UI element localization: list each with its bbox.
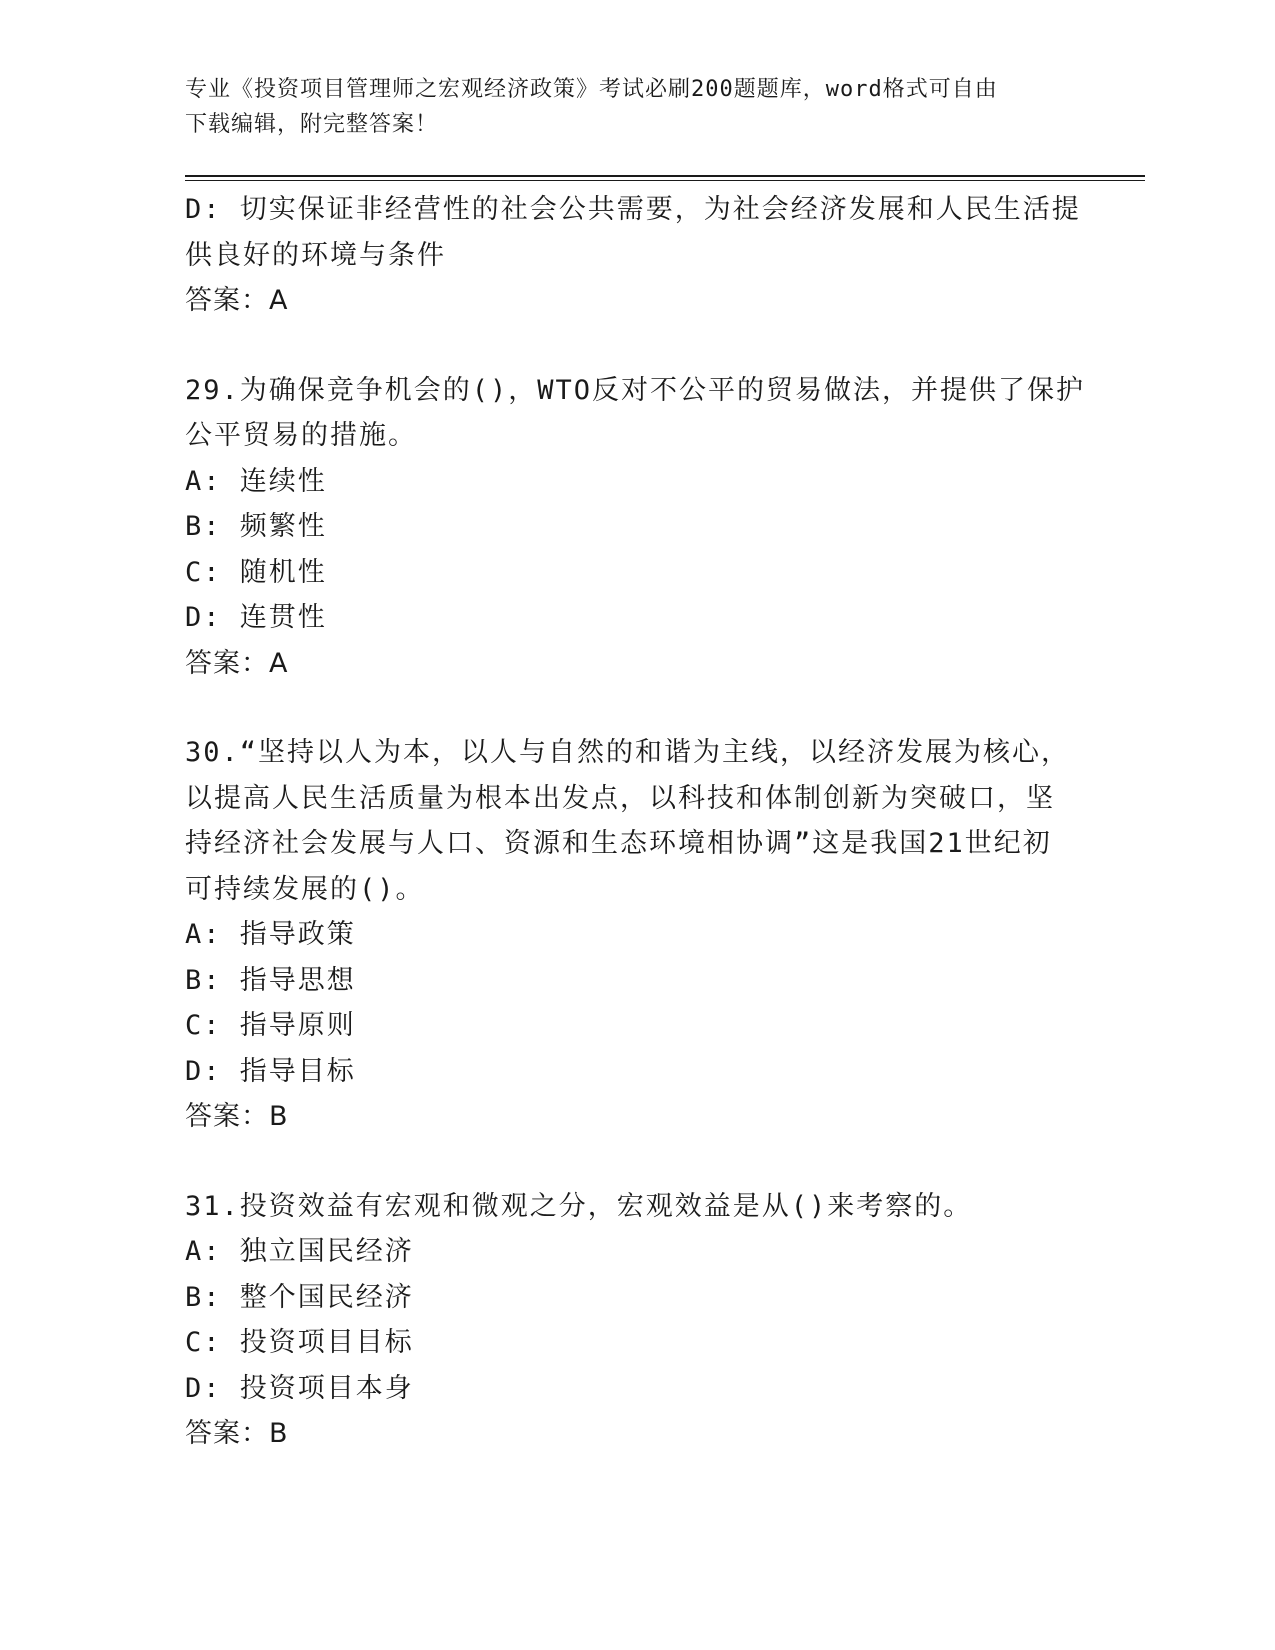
answer-line: 答案：A — [185, 285, 289, 316]
header-line-2: 下载编辑，附完整答案！ — [185, 112, 439, 137]
spacer — [185, 324, 1065, 368]
option-d-line-1: D: 切实保证非经营性的社会公共需要，为社会经济发展和人民生活提 — [185, 194, 1081, 225]
option-d: D: 投资项目本身 — [185, 1372, 414, 1404]
option-d: D: 连贯性 — [185, 602, 327, 633]
answer-line: 答案：B — [185, 1101, 289, 1132]
question-text-line: 持经济社会发展与人口、资源和生态环境相协调”这是我国21世纪初 — [185, 828, 1052, 859]
option-b: B: 频繁性 — [185, 511, 327, 542]
option-b: B: 指导思想 — [185, 964, 356, 996]
question-31 — [185, 1184, 1065, 1457]
question-30 — [185, 730, 1071, 1140]
option-c: C: 指导原则 — [185, 1010, 356, 1041]
question-text-line: 可持续发展的()。 — [185, 873, 425, 905]
option-a: A: 独立国民经济 — [185, 1236, 414, 1267]
answer-line: 答案：B — [185, 1418, 289, 1449]
option-d: D: 指导目标 — [185, 1055, 356, 1087]
header-divider-thick — [185, 175, 1145, 177]
spacer — [185, 1140, 1065, 1184]
question-list — [185, 187, 1086, 1457]
header-divider-thin — [185, 180, 1145, 181]
question-text-line: 31.投资效益有宏观和微观之分，宏观效益是从()来考察的。 — [185, 1190, 973, 1222]
question-28-tail — [185, 187, 1081, 324]
option-c: C: 投资项目目标 — [185, 1327, 414, 1358]
option-b: B: 整个国民经济 — [185, 1281, 414, 1313]
option-a: A: 连续性 — [185, 465, 327, 497]
option-c: C: 随机性 — [185, 556, 327, 588]
spacer — [185, 686, 1065, 730]
question-text-line: 30.“坚持以人为本，以人与自然的和谐为主线，以经济发展为核心， — [185, 737, 1071, 768]
question-text-line: 29.为确保竞争机会的()，WTO反对不公平的贸易做法，并提供了保护 — [185, 374, 1086, 406]
header-line-1: 专业《投资项目管理师之宏观经济政策》考试必刷200题题库，word格式可自由 — [185, 77, 998, 102]
option-d-line-2: 供良好的环境与条件 — [185, 239, 446, 271]
question-text-line: 公平贸易的措施。 — [185, 420, 417, 451]
question-29 — [185, 368, 1086, 687]
question-text-line: 以提高人民生活质量为根本出发点，以科技和体制创新为突破口，坚 — [185, 782, 1055, 814]
document-header — [185, 72, 1085, 142]
option-a: A: 指导政策 — [185, 919, 356, 950]
answer-line: 答案：A — [185, 647, 289, 679]
